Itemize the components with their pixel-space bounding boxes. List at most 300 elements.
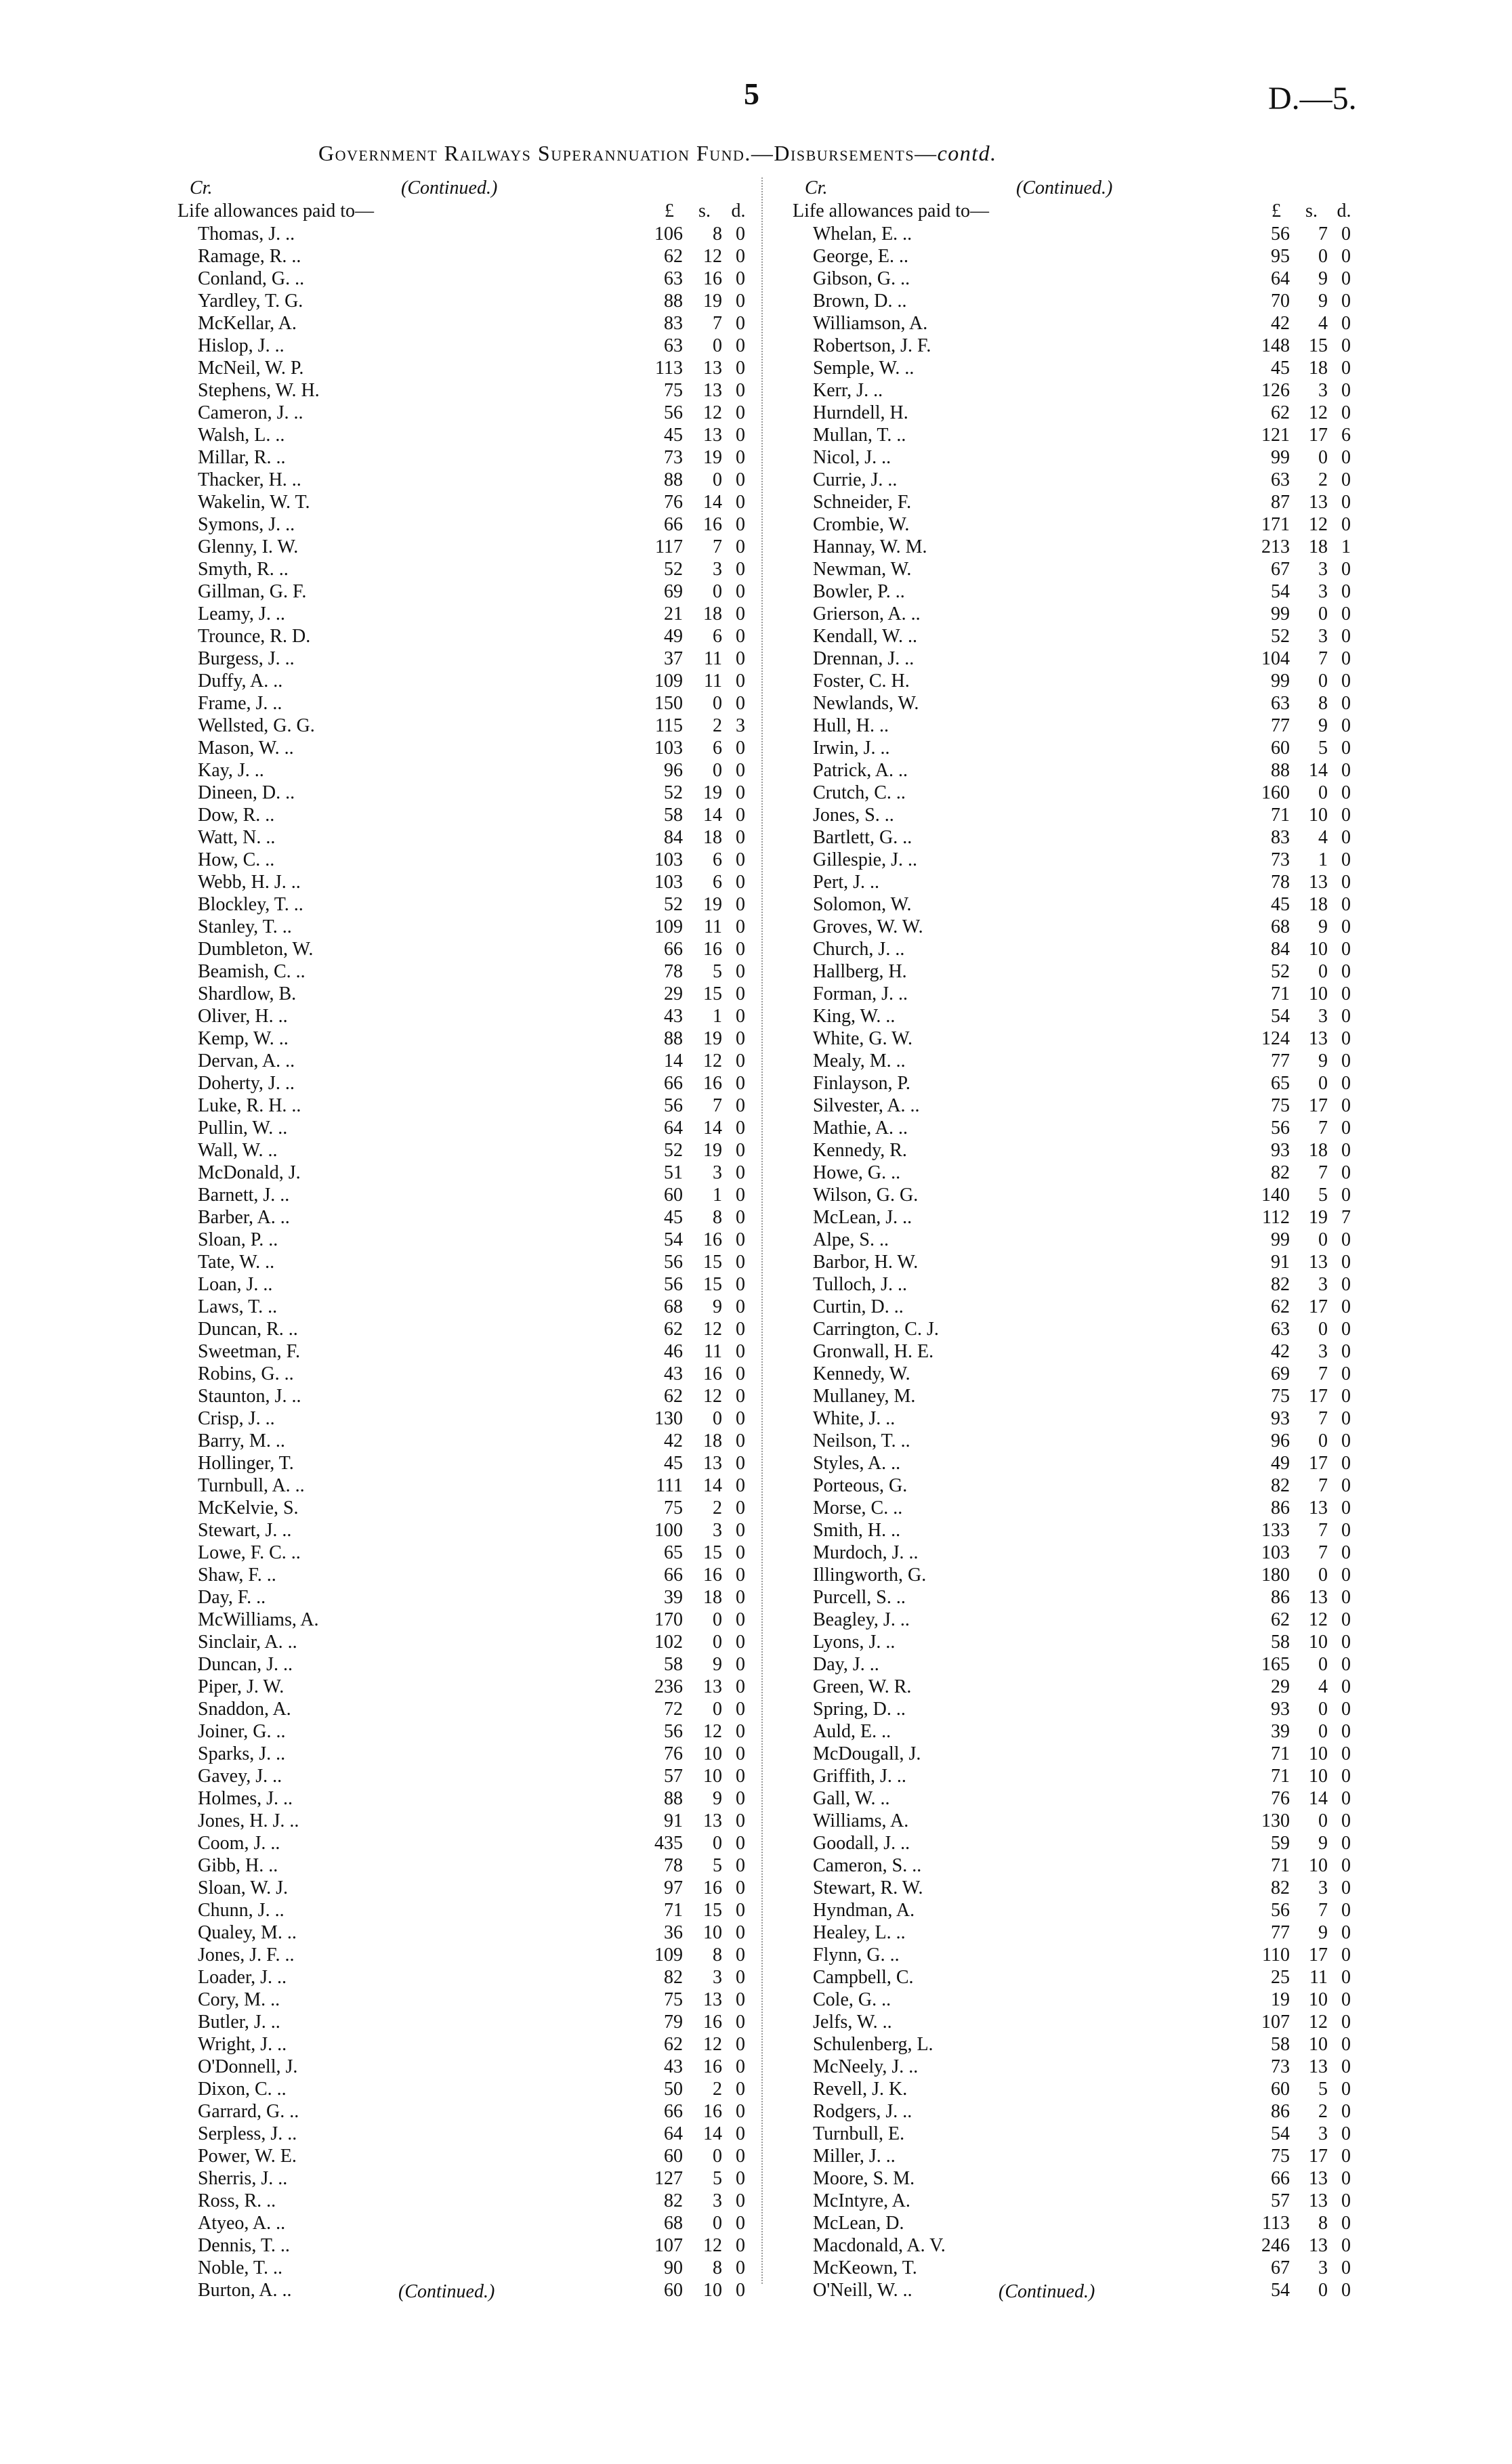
table-row — [177, 402, 760, 425]
amount-pence: 0 — [736, 402, 745, 423]
payee-name: Watt, N. .. — [198, 827, 276, 848]
amount-pence: 0 — [1341, 402, 1351, 423]
amount-pence: 0 — [1341, 939, 1351, 960]
amount-pence: 0 — [1341, 1587, 1351, 1608]
amount-shillings: 12 — [703, 1721, 722, 1742]
payee-name: Snaddon, A. — [198, 1699, 291, 1720]
amount-pence: 0 — [1341, 715, 1351, 736]
table-row — [793, 246, 1355, 268]
payee-name: Campbell, C. — [813, 1967, 914, 1988]
amount-shillings: 2 — [713, 715, 722, 736]
payee-name: Wellsted, G. G. — [198, 715, 315, 736]
right-rows — [793, 224, 1355, 2302]
amount-pounds: 82 — [1271, 1162, 1290, 1183]
amount-pence: 0 — [1341, 1609, 1351, 1630]
left-rows — [177, 224, 760, 2302]
payee-name: White, J. .. — [813, 1408, 896, 1429]
table-row — [793, 2034, 1355, 2056]
amount-pence: 0 — [736, 1319, 745, 1340]
amount-pounds: 113 — [1262, 2213, 1290, 2234]
amount-pence: 0 — [736, 1565, 745, 1586]
table-row — [177, 2079, 760, 2101]
amount-shillings: 10 — [1309, 1632, 1328, 1653]
table-row — [177, 1430, 760, 1453]
amount-pence: 0 — [1341, 2257, 1351, 2278]
amount-shillings: 14 — [703, 1118, 722, 1139]
amount-pounds: 45 — [664, 1207, 683, 1228]
payee-name: Morse, C. .. — [813, 1497, 903, 1518]
table-row — [177, 1319, 760, 1341]
amount-pounds: 99 — [1271, 447, 1290, 468]
amount-pounds: 78 — [664, 961, 683, 982]
table-row — [177, 1497, 760, 1520]
amount-shillings: 13 — [1309, 1028, 1328, 1049]
payee-name: Robins, G. .. — [198, 1363, 294, 1384]
payee-name: Flynn, G. .. — [813, 1945, 900, 1966]
amount-pounds: 82 — [1271, 1877, 1290, 1898]
table-row — [793, 268, 1355, 291]
amount-shillings: 15 — [703, 1274, 722, 1295]
table-row — [177, 1922, 760, 1945]
payee-name: Shaw, F. .. — [198, 1565, 276, 1586]
amount-pounds: 79 — [664, 2012, 683, 2033]
amount-pounds: 107 — [1261, 2012, 1290, 2033]
amount-shillings: 16 — [703, 1565, 722, 1586]
payee-name: Turnbull, E. — [813, 2123, 905, 2144]
table-row — [793, 1654, 1355, 1676]
payee-name: Tulloch, J. .. — [813, 1274, 908, 1295]
payee-name: Grierson, A. .. — [813, 603, 921, 624]
table-row — [793, 1900, 1355, 1922]
payee-name: Foster, C. H. — [813, 671, 910, 692]
amount-shillings: 0 — [713, 760, 722, 781]
amount-pounds: 133 — [1261, 1520, 1290, 1541]
table-row — [793, 1810, 1355, 1833]
payee-name: Newman, W. — [813, 559, 912, 580]
payee-name: Kerr, J. .. — [813, 380, 883, 401]
amount-pence: 0 — [736, 1296, 745, 1317]
payee-name: White, G. W. — [813, 1028, 912, 1049]
amount-pence: 0 — [1341, 1319, 1351, 1340]
amount-pence: 0 — [1341, 1430, 1351, 1451]
amount-pence: 0 — [1341, 2123, 1351, 2144]
amount-pounds: 113 — [655, 358, 683, 379]
amount-shillings: 13 — [703, 425, 722, 446]
amount-pounds: 75 — [664, 380, 683, 401]
amount-shillings: 0 — [713, 1632, 722, 1653]
amount-pounds: 62 — [664, 2034, 683, 2055]
table-row — [177, 559, 760, 581]
amount-pence: 0 — [1341, 358, 1351, 379]
amount-pounds: 52 — [1271, 961, 1290, 982]
payee-name: Barbor, H. W. — [813, 1252, 919, 1273]
amount-pounds: 75 — [664, 1989, 683, 2010]
table-row — [177, 648, 760, 671]
payee-name: Williams, A. — [813, 1810, 909, 1831]
table-row — [177, 1699, 760, 1721]
table-row — [177, 335, 760, 358]
table-row — [793, 1967, 1355, 1989]
amount-pence: 0 — [736, 1274, 745, 1295]
amount-pence: 0 — [736, 1185, 745, 1206]
amount-pounds: 66 — [1271, 2168, 1290, 2189]
amount-shillings: 19 — [703, 291, 722, 312]
amount-shillings: 0 — [713, 581, 722, 602]
payee-name: Day, J. .. — [813, 1654, 879, 1675]
amount-shillings: 8 — [713, 2257, 722, 2278]
payee-name: Hull, H. .. — [813, 715, 889, 736]
amount-shillings: 0 — [1318, 1073, 1328, 1094]
amount-shillings: 0 — [713, 1699, 722, 1720]
amount-shillings: 15 — [703, 983, 722, 1004]
amount-pence: 0 — [736, 380, 745, 401]
amount-pence: 0 — [736, 2235, 745, 2256]
payee-name: Hyndman, A. — [813, 1900, 915, 1921]
amount-pence: 0 — [1341, 1118, 1351, 1139]
table-row — [177, 425, 760, 447]
payee-name: Dennis, T. .. — [198, 2235, 290, 2256]
amount-pence: 0 — [1341, 1520, 1351, 1541]
amount-shillings: 0 — [1318, 1229, 1328, 1250]
amount-pounds: 171 — [1261, 514, 1290, 535]
payee-name: Symons, J. .. — [198, 514, 295, 535]
amount-shillings: 9 — [1318, 916, 1328, 937]
amount-pence: 0 — [736, 782, 745, 803]
amount-pounds: 45 — [1271, 358, 1290, 379]
amount-pounds: 51 — [664, 1162, 683, 1183]
amount-pounds: 180 — [1261, 1565, 1290, 1586]
amount-pounds: 236 — [654, 1676, 683, 1697]
amount-pence: 0 — [1341, 1095, 1351, 1116]
amount-shillings: 13 — [703, 1676, 722, 1697]
amount-pence: 0 — [736, 1609, 745, 1630]
amount-shillings: 17 — [1309, 1453, 1328, 1474]
right-subheading-line — [793, 200, 1355, 224]
amount-pence: 0 — [736, 603, 745, 624]
table-row — [177, 1900, 760, 1922]
table-row — [177, 2123, 760, 2146]
amount-shillings: 0 — [1318, 1699, 1328, 1720]
right-column — [793, 177, 1355, 2302]
amount-shillings: 6 — [713, 849, 722, 870]
amount-shillings: 0 — [713, 335, 722, 356]
amount-pounds: 90 — [664, 2257, 683, 2278]
amount-pence: 0 — [736, 1877, 745, 1898]
payee-name: Coom, J. .. — [198, 1833, 280, 1854]
payee-name: O'Neill, W. .. — [813, 2280, 912, 2301]
table-row — [793, 2101, 1355, 2123]
payee-name: Sparks, J. .. — [198, 1743, 286, 1764]
amount-shillings: 11 — [704, 1341, 722, 1362]
table-row — [793, 536, 1355, 559]
payee-name: Conland, G. .. — [198, 268, 305, 289]
amount-pounds: 56 — [664, 1721, 683, 1742]
table-row — [793, 1207, 1355, 1229]
amount-pence: 0 — [1341, 1408, 1351, 1429]
amount-pounds: 56 — [664, 402, 683, 423]
amount-shillings: 13 — [1309, 1252, 1328, 1273]
amount-shillings: 12 — [1309, 514, 1328, 535]
amount-pence: 0 — [1341, 2079, 1351, 2100]
payee-name: Wright, J. .. — [198, 2034, 287, 2055]
amount-shillings: 18 — [703, 1430, 722, 1451]
amount-shillings: 3 — [1318, 626, 1328, 647]
payee-name: Dumbleton, W. — [198, 939, 314, 960]
amount-pence: 0 — [736, 1743, 745, 1764]
amount-shillings: 18 — [703, 1587, 722, 1608]
amount-pounds: 29 — [1271, 1676, 1290, 1697]
table-row — [793, 380, 1355, 402]
amount-pence: 0 — [1341, 559, 1351, 580]
amount-shillings: 13 — [1309, 1587, 1328, 1608]
amount-pence: 0 — [736, 939, 745, 960]
payee-name: Gronwall, H. E. — [813, 1341, 934, 1362]
amount-pounds: 57 — [664, 1766, 683, 1787]
payee-name: Holmes, J. .. — [198, 1788, 293, 1809]
amount-pounds: 103 — [654, 872, 683, 893]
amount-pounds: 67 — [1271, 2257, 1290, 2278]
table-row — [177, 2146, 760, 2168]
amount-pence: 0 — [1341, 1274, 1351, 1295]
table-row — [793, 1453, 1355, 1475]
amount-pence: 0 — [736, 559, 745, 580]
payee-name: King, W. .. — [813, 1006, 896, 1027]
payee-name: Jones, S. .. — [813, 805, 894, 826]
cr-label: Cr. — [805, 177, 828, 198]
table-row — [793, 648, 1355, 671]
table-row — [793, 782, 1355, 805]
amount-shillings: 17 — [1309, 2146, 1328, 2167]
table-row — [177, 1229, 760, 1252]
payee-name: Williamson, A. — [813, 313, 928, 334]
title-contd: contd. — [937, 141, 997, 165]
payee-name: Loader, J. .. — [198, 1967, 287, 1988]
payee-name: Garrard, G. .. — [198, 2101, 299, 2122]
table-row — [793, 2190, 1355, 2213]
amount-pounds: 63 — [664, 335, 683, 356]
amount-pounds: 25 — [1271, 1967, 1290, 1988]
amount-pence: 0 — [736, 2034, 745, 2055]
amount-pence: 0 — [736, 1386, 745, 1407]
payee-name: Rodgers, J. .. — [813, 2101, 912, 2122]
amount-shillings: 16 — [703, 1877, 722, 1898]
amount-pounds: 62 — [664, 246, 683, 267]
table-row — [793, 1497, 1355, 1520]
amount-pence: 0 — [736, 2101, 745, 2122]
table-row — [177, 827, 760, 849]
payee-name: Robertson, J. F. — [813, 335, 931, 356]
amount-shillings: 9 — [713, 1654, 722, 1675]
table-row — [793, 1565, 1355, 1587]
amount-pounds: 84 — [1271, 939, 1290, 960]
amount-pence: 0 — [736, 1721, 745, 1742]
table-row — [793, 693, 1355, 715]
amount-pence: 0 — [736, 492, 745, 513]
amount-shillings: 18 — [1309, 536, 1328, 557]
table-row — [793, 1296, 1355, 1319]
amount-pence: 0 — [1341, 648, 1351, 669]
amount-pounds: 88 — [664, 1028, 683, 1049]
table-row — [793, 2079, 1355, 2101]
table-row — [177, 894, 760, 916]
amount-pence: 0 — [736, 827, 745, 848]
amount-shillings: 2 — [713, 1497, 722, 1518]
subheading: Life allowances paid to— — [793, 200, 990, 221]
amount-shillings: 12 — [703, 246, 722, 267]
column-divider — [761, 177, 763, 2284]
table-row — [177, 2257, 760, 2280]
amount-shillings: 9 — [1318, 268, 1328, 289]
amount-shillings: 2 — [1318, 2101, 1328, 2122]
table-row — [793, 313, 1355, 335]
amount-pounds: 64 — [664, 1118, 683, 1139]
table-row — [177, 2235, 760, 2257]
payee-name: Qualey, M. .. — [198, 1922, 297, 1943]
amount-shillings: 9 — [1318, 715, 1328, 736]
table-row — [177, 961, 760, 983]
amount-pounds: 21 — [664, 603, 683, 624]
unit-pounds: £ — [665, 200, 674, 221]
amount-pence: 0 — [736, 1542, 745, 1563]
amount-pence: 0 — [1341, 1140, 1351, 1161]
table-row — [177, 805, 760, 827]
amount-shillings: 0 — [1318, 447, 1328, 468]
amount-pounds: 54 — [1271, 1006, 1290, 1027]
amount-shillings: 13 — [703, 380, 722, 401]
payee-name: Walsh, L. .. — [198, 425, 285, 446]
payee-name: Gibb, H. .. — [198, 1855, 278, 1876]
amount-shillings: 13 — [703, 1989, 722, 2010]
amount-pence: 0 — [736, 1654, 745, 1675]
payee-name: Alpe, S. .. — [813, 1229, 889, 1250]
amount-shillings: 15 — [703, 1252, 722, 1273]
amount-pence: 0 — [1341, 514, 1351, 535]
amount-pence: 0 — [1341, 1252, 1351, 1273]
amount-shillings: 10 — [1309, 983, 1328, 1004]
table-row — [177, 1587, 760, 1609]
amount-pence: 0 — [1341, 1721, 1351, 1742]
amount-shillings: 0 — [713, 693, 722, 714]
amount-shillings: 0 — [1318, 2280, 1328, 2301]
amount-shillings: 0 — [1318, 671, 1328, 692]
amount-pounds: 115 — [655, 715, 683, 736]
amount-pounds: 50 — [664, 2079, 683, 2100]
amount-shillings: 14 — [703, 1475, 722, 1496]
table-row — [177, 1095, 760, 1118]
amount-pence: 0 — [1341, 469, 1351, 490]
amount-pence: 0 — [736, 1073, 745, 1094]
amount-pounds: 435 — [654, 1833, 683, 1854]
amount-pence: 0 — [736, 358, 745, 379]
amount-shillings: 17 — [1309, 1095, 1328, 1116]
table-row — [793, 2168, 1355, 2190]
table-row — [177, 536, 760, 559]
payee-name: Sinclair, A. .. — [198, 1632, 297, 1653]
table-row — [177, 1788, 760, 1810]
payee-name: Webb, H. J. .. — [198, 872, 301, 893]
table-row — [793, 1229, 1355, 1252]
amount-pounds: 49 — [1271, 1453, 1290, 1474]
amount-pounds: 43 — [664, 1006, 683, 1027]
amount-pounds: 42 — [664, 1430, 683, 1451]
table-row — [793, 358, 1355, 380]
amount-pence: 0 — [1341, 2190, 1351, 2211]
amount-pence: 0 — [1341, 2168, 1351, 2189]
amount-pence: 0 — [1341, 492, 1351, 513]
amount-pence: 0 — [1341, 894, 1351, 915]
table-row — [793, 1363, 1355, 1386]
amount-pence: 0 — [1341, 671, 1351, 692]
amount-pounds: 62 — [664, 1319, 683, 1340]
table-row — [177, 760, 760, 782]
amount-pounds: 29 — [664, 983, 683, 1004]
payee-name: Lowe, F. C. .. — [198, 1542, 301, 1563]
amount-shillings: 10 — [1309, 1855, 1328, 1876]
amount-shillings: 12 — [703, 402, 722, 423]
amount-pence: 0 — [736, 1945, 745, 1966]
table-row — [793, 581, 1355, 603]
payee-name: Crombie, W. — [813, 514, 910, 535]
payee-name: Ross, R. .. — [198, 2190, 276, 2211]
amount-pence: 0 — [1341, 1497, 1351, 1518]
amount-shillings: 16 — [703, 2101, 722, 2122]
amount-pence: 0 — [1341, 827, 1351, 848]
amount-shillings: 18 — [703, 603, 722, 624]
table-row — [177, 469, 760, 492]
amount-pounds: 99 — [1271, 603, 1290, 624]
payee-name: Jones, H. J. .. — [198, 1810, 299, 1831]
amount-shillings: 12 — [703, 1319, 722, 1340]
payee-name: Newlands, W. — [813, 693, 919, 714]
table-row — [177, 1989, 760, 2012]
amount-pounds: 140 — [1261, 1185, 1290, 1206]
amount-pence: 0 — [736, 1162, 745, 1183]
table-row — [793, 291, 1355, 313]
payee-name: Duncan, R. .. — [198, 1319, 298, 1340]
amount-pence: 0 — [1341, 2034, 1351, 2055]
payee-name: Goodall, J. .. — [813, 1833, 910, 1854]
payee-name: Schneider, F. — [813, 492, 912, 513]
amount-pounds: 150 — [654, 693, 683, 714]
amount-shillings: 12 — [1309, 1609, 1328, 1630]
amount-pounds: 71 — [1271, 983, 1290, 1004]
amount-pounds: 52 — [664, 559, 683, 580]
payee-name: Hollinger, T. — [198, 1453, 294, 1474]
amount-pence: 0 — [736, 1430, 745, 1451]
payee-name: Neilson, T. .. — [813, 1430, 910, 1451]
amount-pence: 0 — [736, 1900, 745, 1921]
amount-pence: 0 — [736, 1699, 745, 1720]
table-row — [793, 1341, 1355, 1363]
amount-shillings: 17 — [1309, 1386, 1328, 1407]
amount-pence: 0 — [736, 2012, 745, 2033]
amount-pounds: 87 — [1271, 492, 1290, 513]
amount-pence: 0 — [1341, 1945, 1351, 1966]
payee-name: Lyons, J. .. — [813, 1632, 896, 1653]
amount-shillings: 10 — [1309, 1743, 1328, 1764]
payee-name: McKelvie, S. — [198, 1497, 299, 1518]
payee-name: Hislop, J. .. — [198, 335, 285, 356]
payee-name: Joiner, G. .. — [198, 1721, 286, 1742]
table-row — [177, 1073, 760, 1095]
amount-pence: 0 — [736, 1006, 745, 1027]
amount-pence: 0 — [736, 2280, 745, 2301]
payee-name: Sloan, P. .. — [198, 1229, 278, 1250]
table-row — [177, 1833, 760, 1855]
amount-pence: 0 — [736, 2079, 745, 2100]
payee-name: Dervan, A. .. — [198, 1050, 295, 1071]
amount-pence: 0 — [1341, 1296, 1351, 1317]
